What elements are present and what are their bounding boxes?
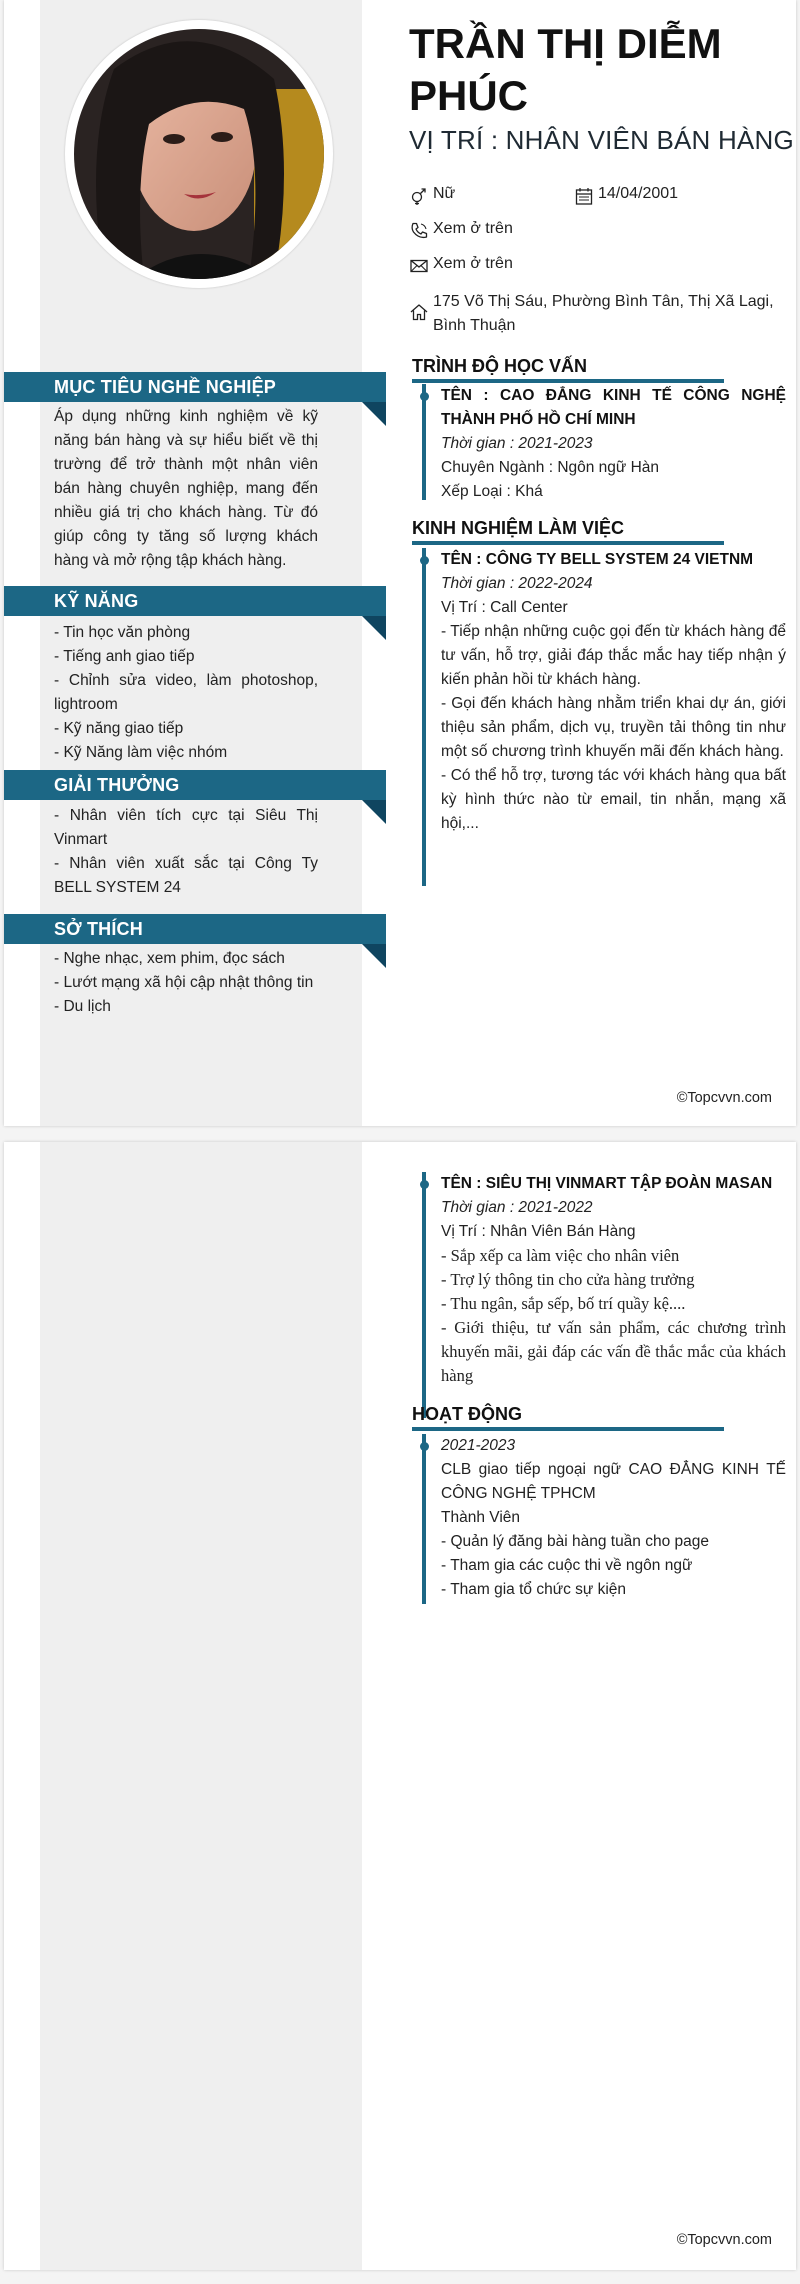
activity-time: 2021-2023 <box>441 1437 516 1454</box>
skills-header <box>4 586 386 616</box>
activity-item: - Quản lý đăng bài hàng tuần cho page <box>441 1533 710 1550</box>
activity-item: - Tham gia tổ chức sự kiện <box>441 1581 627 1598</box>
awards-header <box>4 770 386 800</box>
activity-item: - Tham gia các cuộc thi về ngôn ngữ <box>441 1557 693 1574</box>
objective-text <box>54 405 318 573</box>
awards-list <box>54 804 318 900</box>
email-value: Xem ở trên <box>433 255 513 272</box>
skills-list <box>54 621 318 765</box>
activity-role: Thành Viên <box>441 1509 520 1526</box>
ribbon-fold <box>362 616 386 640</box>
timeline-dot <box>420 556 429 565</box>
job-role: Vị Trí : Nhân Viên Bán Hàng <box>441 1223 636 1240</box>
portrait-photo-icon <box>74 29 324 279</box>
hobbies-list <box>54 947 318 1019</box>
experience-title: KINH NGHIỆM LÀM VIỆC <box>412 518 724 545</box>
gender-icon <box>409 186 429 206</box>
list-item: - Nhân viên tích cực tại Siêu Thị Vinmart <box>54 807 318 848</box>
home-icon <box>409 302 429 322</box>
email-icon <box>409 256 429 276</box>
list-item: - Tiếng anh giao tiếp <box>54 648 195 665</box>
experience-entry <box>422 548 786 886</box>
activity-org: CLB giao tiếp ngoại ngữ CAO ĐẲNG KINH TẾ CÔNG NGHỆ TPHCM <box>441 1461 786 1502</box>
objective-title: MỤC TIÊU NGHỀ NGHIỆP <box>54 377 277 397</box>
birthdate-row <box>574 185 678 206</box>
job-company: TÊN : CÔNG TY BELL SYSTEM 24 VIETNM <box>441 551 754 568</box>
address-value: 175 Võ Thị Sáu, Phường Bình Tân, Thị Xã Lagi, Bình Thuận <box>433 293 774 334</box>
job-role: Vị Trí : Call Center <box>441 599 568 616</box>
education-major: Chuyên Ngành : Ngôn ngữ Hàn <box>441 459 660 476</box>
footer-credit: ©Topcvvn.com <box>676 2232 772 2248</box>
phone-icon <box>409 221 429 241</box>
skills-title: KỸ NĂNG <box>54 591 139 611</box>
education-title: TRÌNH ĐỘ HỌC VẤN <box>412 356 724 383</box>
avatar <box>65 20 333 288</box>
timeline-dot <box>420 1442 429 1451</box>
education-grade: Xếp Loại : Khá <box>441 483 543 500</box>
cv-page-2 <box>4 1142 796 2270</box>
hobbies-header <box>4 914 386 944</box>
job-company: TÊN : SIÊU THỊ VINMART TẬP ĐOÀN MASAN <box>441 1175 773 1192</box>
list-item: - Lướt mạng xã hội cập nhật thông tin <box>54 974 314 991</box>
list-item: - Du lịch <box>54 998 111 1015</box>
job-duty: - Sắp xếp ca làm việc cho nhân viên <box>441 1246 680 1265</box>
list-item: - Kỹ năng giao tiếp <box>54 720 184 737</box>
education-time: Thời gian : 2021-2023 <box>441 435 593 452</box>
list-item: - Tin học văn phòng <box>54 624 191 641</box>
list-item: - Nhân viên xuất sắc tại Công Ty BELL SYSTEM 24 <box>54 855 318 896</box>
awards-title: GIẢI THƯỞNG <box>54 775 180 795</box>
cv-page-1 <box>4 0 796 1126</box>
phone-row <box>409 220 513 241</box>
list-item: - Nghe nhạc, xem phim, đọc sách <box>54 950 285 967</box>
email-row <box>409 255 513 276</box>
ribbon-fold <box>362 800 386 824</box>
objective-header <box>4 372 386 402</box>
experience-entry <box>422 1172 786 1418</box>
job-time: Thời gian : 2022-2024 <box>441 575 593 592</box>
activity-entry <box>422 1434 786 1604</box>
job-duty: - Gọi đến khách hàng nhằm triển khai dự án, giới thiệu sản phẩm, dịch vụ, truyền tải thông tin như một số chương trình khuyến mãi đến khách hàng. <box>441 695 786 760</box>
objective-paragraph: Áp dụng những kinh nghiệm về kỹ năng bán hàng và sự hiểu biết về thị trường để trở thành một nhân viên bán hàng chuyên nghiệp, mang đến nhiều giá trị cho khách hàng. Từ đó giúp công ty tăng số lượng khách hàng và mở rộng tập khách hàng. <box>54 408 318 569</box>
job-duty: - Thu ngân, sắp sếp, bố trí quầy kệ.... <box>441 1294 686 1313</box>
sidebar <box>40 1142 362 2270</box>
job-duty: - Trợ lý thông tin cho cửa hàng trưởng <box>441 1270 695 1289</box>
position-title: VỊ TRÍ : NHÂN VIÊN BÁN HÀNG <box>409 125 794 155</box>
gender-value: Nữ <box>433 185 456 202</box>
activities-title: HOẠT ĐỘNG <box>412 1404 724 1431</box>
job-duty: - Tiếp nhận những cuộc gọi đến từ khách hàng để tư vấn, hỗ trợ, giải đáp thắc mắc hay tiếp nhận ý kiến phản hồi từ khách hàng. <box>441 623 786 688</box>
phone-value: Xem ở trên <box>433 220 513 237</box>
job-duty: - Có thể hỗ trợ, tương tác với khách hàng qua bất kỳ hình thức nào từ email, tin nhắn, mạng xã hội,... <box>441 767 786 832</box>
education-entry <box>422 384 786 500</box>
job-time: Thời gian : 2021-2022 <box>441 1199 593 1216</box>
list-item: - Kỹ Năng làm việc nhóm <box>54 744 228 761</box>
hobbies-title: SỞ THÍCH <box>54 919 143 939</box>
ribbon-fold <box>362 402 386 426</box>
timeline-dot <box>420 392 429 401</box>
list-item: - Chỉnh sửa video, làm photoshop, lightroom <box>54 672 318 713</box>
timeline-dot <box>420 1180 429 1189</box>
ribbon-fold <box>362 944 386 968</box>
calendar-icon <box>574 186 594 206</box>
birthdate-value: 14/04/2001 <box>598 185 679 202</box>
address-row <box>409 290 779 338</box>
education-school: TÊN : CAO ĐẲNG KINH TẾ CÔNG NGHỆ THÀNH PHỐ HỒ CHÍ MINH <box>441 387 786 428</box>
gender-row <box>409 185 455 206</box>
job-duty: - Giới thiệu, tư vấn sản phẩm, các chương trình khuyến mãi, gải đáp các vấn đề thắc mắc của khách hàng <box>441 1318 786 1385</box>
footer-credit: ©Topcvvn.com <box>676 1090 772 1106</box>
candidate-name: TRẦN THỊ DIỄM PHÚC <box>409 20 722 119</box>
